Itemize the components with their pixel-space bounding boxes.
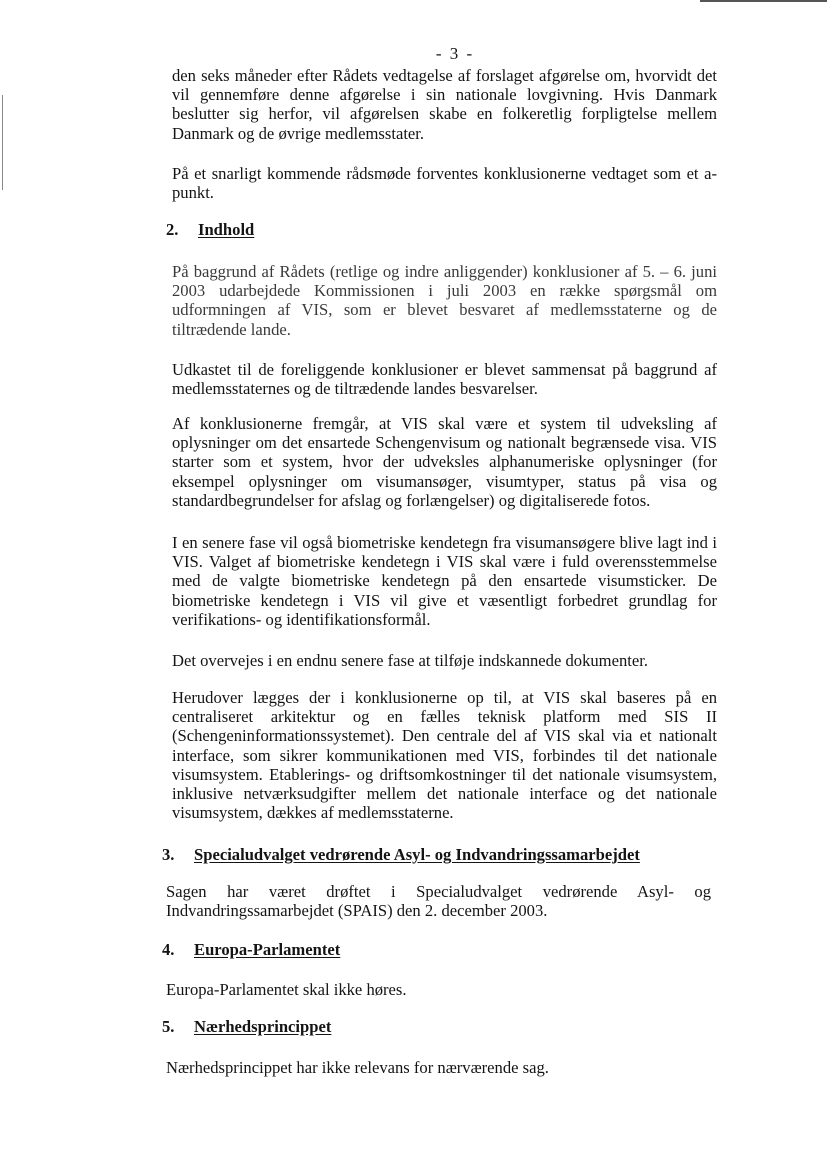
paragraph-spais: Sagen har været drøftet i Specialudvalget vedrørende Asyl- og Indvandringssamarbejdet (SPAIS) den 2. december 2003. <box>166 882 711 921</box>
section-title: Europa-Parlamentet <box>194 940 341 959</box>
section-heading-indhold <box>166 220 254 240</box>
paragraph-vis-system: Af konklusionerne fremgår, at VIS skal være et system til udveksling af oplysninger om det ensartede Schengenvisum og nationalt begrænsede visa. VIS starter som et system, hvor der udveksles alphanumeriske oplysninger (for eksempel oplysninger om visumansøger, visumtyper, status på visa og standardbegrundelser for afslag og forlængelser) og digitaliserede fotos. <box>172 414 717 510</box>
section-heading-europa-parlamentet <box>162 940 340 960</box>
section-number: 2. <box>166 220 179 239</box>
section-heading-specialudvalget <box>162 845 640 865</box>
page-number: - 3 - <box>435 44 475 63</box>
paragraph-scanned-documents: Det overvejes i en endnu senere fase at tilføje indskannede dokumenter. <box>172 651 648 670</box>
scan-artifact-top <box>700 0 827 2</box>
paragraph-biometrics: I en senere fase vil også biometriske kendetegn fra visumansøgere blive lagt ind i VIS. Valget af biometriske kendetegn i VIS skal være i fuld overensstemmelse med de valgte biometriske kendetegn på den ensartede visumsticker. De biometriske kendetegn i VIS vil give et væsentligt forbedret grundlag for verifikations- og identifikationsformål. <box>172 533 717 629</box>
scan-artifact-left <box>2 95 3 190</box>
section-title: Specialudvalget vedrørende Asyl- og Indvandringssamarbejdet <box>194 845 640 864</box>
paragraph-parliament: Europa-Parlamentet skal ikke høres. <box>166 980 407 999</box>
section-number: 3. <box>162 845 175 864</box>
section-number: 5. <box>162 1017 175 1036</box>
section-title: Indhold <box>198 220 255 239</box>
paragraph-architecture: Herudover lægges der i konklusionerne op til, at VIS skal baseres på en centraliseret arkitektur og en fælles teknisk platform med SIS II (Schengeninformationssystemet). Den centrale del af VIS skal via et nationalt interface, som sikrer kommunikationen med VIS, forbindes til det nationale visumsystem. Etablerings- og driftsomkostninger til det nationale visumsystem, inklusive netværksudgifter mellem det nationale interface og det nationale visumsystem, dækkes af medlemsstaterne. <box>172 688 717 823</box>
paragraph-subsidiarity: Nærhedsprincippet har ikke relevans for nærværende sag. <box>166 1058 549 1077</box>
paragraph-council-meeting: På et snarligt kommende rådsmøde forventes konklusionerne vedtaget som et a-punkt. <box>172 164 717 203</box>
paragraph-draft-conclusions: Udkastet til de foreliggende konklusioner er blevet sammensat på baggrund af medlemsstaternes og de tiltrædende landes besvarelser. <box>172 360 717 399</box>
paragraph-background: På baggrund af Rådets (retlige og indre anliggender) konklusioner af 5. – 6. juni 2003 udarbejdede Kommissionen i juli 2003 en række spørgsmål om udformningen af VIS, som er blevet besvaret af medlemsstaterne og de tiltrædende lande. <box>172 262 717 339</box>
section-heading-naerhedsprincippet <box>162 1017 331 1037</box>
section-title: Nærhedsprincippet <box>194 1017 332 1036</box>
paragraph-decision-period: den seks måneder efter Rådets vedtagelse af forslaget afgørelse om, hvorvidt det vil gennemføre denne afgørelse i sin nationale lovgivning. Hvis Danmark beslutter sig herfor, vil afgørelsen skabe en folkeretlig forpligtelse mellem Danmark og de øvrige medlemsstater. <box>172 66 717 143</box>
section-number: 4. <box>162 940 175 959</box>
